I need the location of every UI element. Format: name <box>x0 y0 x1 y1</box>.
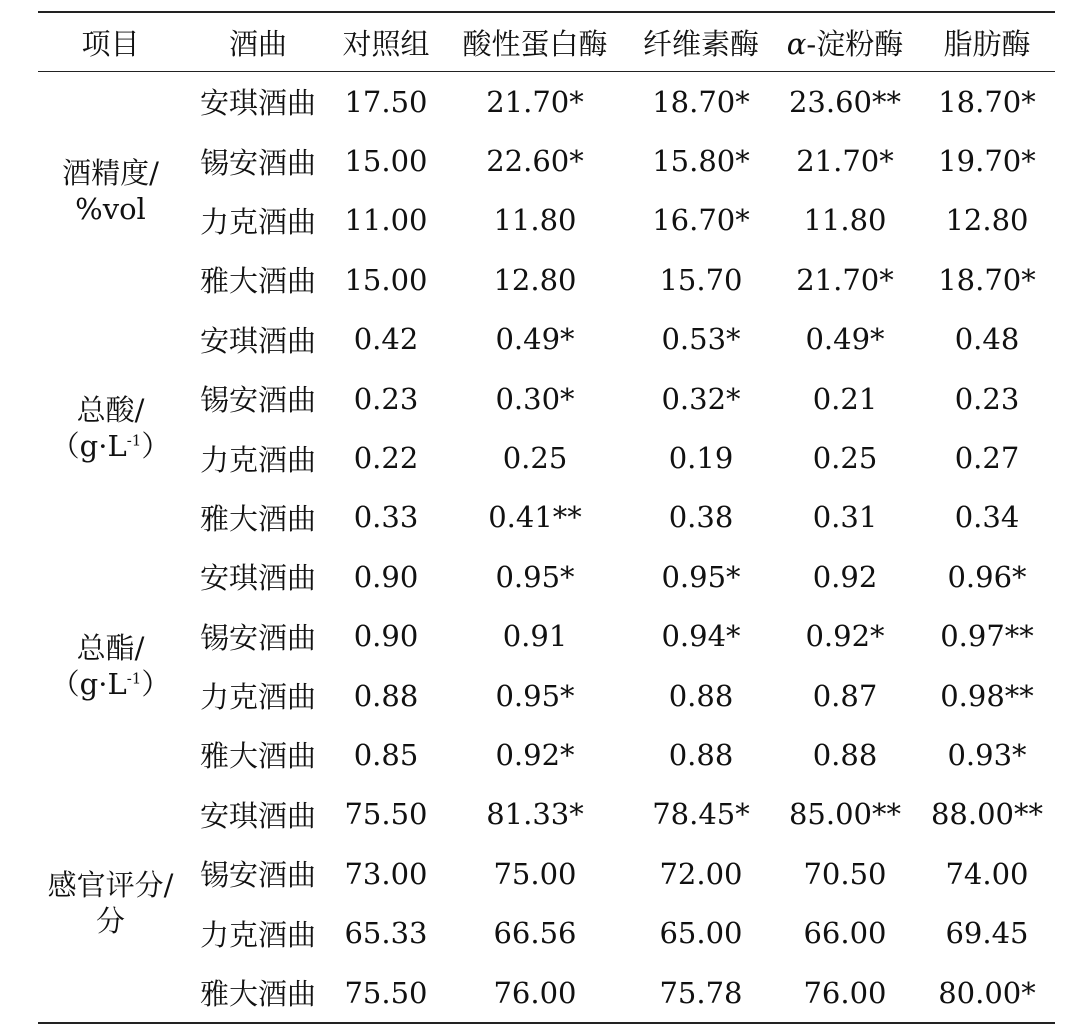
group-label-unit: %vol <box>75 191 146 226</box>
value-cell: 15.80* <box>652 144 750 179</box>
yeast-name-cell: 安琪酒曲 <box>199 798 316 833</box>
group-label-line1: 总酸/ <box>76 393 145 428</box>
value-cell: 0.41** <box>488 500 582 535</box>
value-cell: 78.45* <box>652 797 750 832</box>
value-cell: 0.34 <box>954 500 1020 535</box>
table-row <box>38 963 1055 1023</box>
value-cell: 76.00 <box>493 975 577 1010</box>
value-cell: 11.80 <box>493 203 577 238</box>
yeast-name-cell: 安琪酒曲 <box>199 323 316 358</box>
table-row <box>38 607 1055 666</box>
value-cell: 0.97** <box>940 619 1034 654</box>
value-cell: 0.21 <box>812 381 878 416</box>
value-cell: 0.95* <box>495 559 575 594</box>
value-cell: 0.98** <box>940 678 1034 713</box>
header-cell-amylase-text: -淀粉酶 <box>806 26 904 61</box>
data-table-container <box>38 11 1055 1024</box>
value-cell: 66.56 <box>493 916 577 951</box>
value-cell: 75.50 <box>344 975 428 1010</box>
yeast-name-cell: 锡安酒曲 <box>199 858 316 893</box>
group-label <box>38 310 183 548</box>
value-cell: 0.88 <box>812 737 878 772</box>
yeast-name-cell: 雅大酒曲 <box>199 501 316 536</box>
group-label-close-paren: ） <box>141 666 171 701</box>
group-label-line1: 感官评分/ <box>47 868 174 903</box>
value-cell: 0.49* <box>805 322 885 357</box>
value-cell: 15.00 <box>344 262 428 297</box>
value-cell: 0.30* <box>495 381 575 416</box>
table-row <box>38 72 1055 132</box>
value-cell: 17.50 <box>344 84 428 119</box>
value-cell: 21.70* <box>486 84 584 119</box>
value-cell: 0.95* <box>661 559 741 594</box>
value-cell: 21.70* <box>796 144 894 179</box>
value-cell: 65.00 <box>659 916 743 951</box>
value-cell: 0.88 <box>668 678 734 713</box>
table-row <box>38 725 1055 784</box>
table-row <box>38 547 1055 606</box>
table-row <box>38 428 1055 487</box>
value-cell: 72.00 <box>659 856 743 891</box>
group-label <box>38 72 183 310</box>
value-cell: 0.42 <box>353 322 419 357</box>
yeast-name-cell: 力克酒曲 <box>199 680 316 715</box>
value-cell: 22.60* <box>486 144 584 179</box>
group-label-line2 <box>38 428 183 464</box>
table-row <box>38 666 1055 725</box>
value-cell: 0.27 <box>954 441 1020 476</box>
value-cell: 0.90 <box>353 559 419 594</box>
value-cell: 18.70* <box>938 262 1036 297</box>
value-cell: 0.95* <box>495 678 575 713</box>
yeast-name-cell: 锡安酒曲 <box>199 145 316 180</box>
table-body <box>38 72 1055 1024</box>
yeast-name-cell: 力克酒曲 <box>199 204 316 239</box>
value-cell: 66.00 <box>803 916 887 951</box>
value-cell: 0.93* <box>947 737 1027 772</box>
table-row <box>38 785 1055 844</box>
value-cell: 88.00** <box>930 797 1044 832</box>
value-cell: 0.96* <box>947 559 1027 594</box>
value-cell: 0.90 <box>353 619 419 654</box>
value-cell: 15.00 <box>344 144 428 179</box>
value-cell: 19.70* <box>938 144 1036 179</box>
table-row <box>38 903 1055 962</box>
value-cell: 0.25 <box>502 441 568 476</box>
value-cell: 11.00 <box>344 203 428 238</box>
yeast-name-cell: 锡安酒曲 <box>199 383 316 418</box>
value-cell: 0.92 <box>812 559 878 594</box>
group-label-unit: （g·L <box>50 429 127 464</box>
yeast-name-cell: 力克酒曲 <box>199 917 316 952</box>
value-cell: 21.70* <box>796 262 894 297</box>
value-cell: 0.19 <box>668 441 734 476</box>
value-cell: 11.80 <box>803 203 887 238</box>
group-label <box>38 547 183 785</box>
value-cell: 81.33* <box>486 797 584 832</box>
table-row <box>38 310 1055 369</box>
value-cell: 73.00 <box>344 856 428 891</box>
value-cell: 0.32* <box>661 381 741 416</box>
value-cell: 85.00** <box>788 797 902 832</box>
group-label <box>38 785 183 1024</box>
value-cell: 75.00 <box>493 856 577 891</box>
value-cell: 0.23 <box>353 381 419 416</box>
alpha-prefix: α <box>786 26 807 61</box>
value-cell: 74.00 <box>945 856 1029 891</box>
value-cell: 0.31 <box>812 500 878 535</box>
value-cell: 12.80 <box>493 262 577 297</box>
table-row <box>38 131 1055 190</box>
value-cell: 0.25 <box>812 441 878 476</box>
group-label-superscript: -1 <box>126 431 142 450</box>
group-label-line1: 总酯/ <box>76 630 145 665</box>
group-label-unit: 分 <box>95 904 125 939</box>
value-cell: 12.80 <box>945 203 1029 238</box>
header-cell-amylase <box>771 12 919 72</box>
value-cell: 65.33 <box>344 916 428 951</box>
yeast-name-cell: 雅大酒曲 <box>199 264 316 299</box>
value-cell: 0.22 <box>353 441 419 476</box>
value-cell: 0.88 <box>353 678 419 713</box>
yeast-name-cell: 雅大酒曲 <box>199 977 316 1012</box>
data-table <box>38 11 1055 1024</box>
value-cell: 0.92* <box>805 619 885 654</box>
group-label-close-paren: ） <box>141 429 171 464</box>
value-cell: 70.50 <box>803 856 887 891</box>
table-row <box>38 844 1055 903</box>
value-cell: 0.91 <box>502 619 568 654</box>
value-cell: 18.70* <box>652 84 750 119</box>
header-row <box>38 12 1055 72</box>
header-cell: 纤维素酶 <box>642 26 759 61</box>
group-label-line2 <box>38 903 183 939</box>
table-row <box>38 369 1055 428</box>
yeast-name-cell: 安琪酒曲 <box>199 561 316 596</box>
value-cell: 18.70* <box>938 84 1036 119</box>
header-cell: 对照组 <box>342 26 430 61</box>
value-cell: 76.00 <box>803 975 887 1010</box>
value-cell: 0.92* <box>495 737 575 772</box>
value-cell: 16.70* <box>652 203 750 238</box>
group-label-unit: （g·L <box>50 666 127 701</box>
value-cell: 0.38 <box>668 500 734 535</box>
value-cell: 0.94* <box>661 619 741 654</box>
value-cell: 0.87 <box>812 678 878 713</box>
value-cell: 0.49* <box>495 322 575 357</box>
value-cell: 0.53* <box>661 322 741 357</box>
yeast-name-cell: 锡安酒曲 <box>199 620 316 655</box>
yeast-name-cell: 雅大酒曲 <box>199 739 316 774</box>
header-cell: 酒曲 <box>228 26 287 61</box>
value-cell: 0.48 <box>954 322 1020 357</box>
table-row <box>38 191 1055 250</box>
group-label-superscript: -1 <box>126 669 142 688</box>
value-cell: 75.50 <box>344 797 428 832</box>
value-cell: 80.00* <box>938 975 1036 1010</box>
value-cell: 0.88 <box>668 737 734 772</box>
value-cell: 0.85 <box>353 737 419 772</box>
header-cell: 项目 <box>81 26 140 61</box>
value-cell: 15.70 <box>659 262 743 297</box>
value-cell: 0.33 <box>353 500 419 535</box>
group-label-line2 <box>38 191 183 227</box>
header-cell: 酸性蛋白酶 <box>462 26 608 61</box>
yeast-name-cell: 力克酒曲 <box>199 442 316 477</box>
value-cell: 0.23 <box>954 381 1020 416</box>
value-cell: 69.45 <box>945 916 1029 951</box>
header-cell: 脂肪酶 <box>943 26 1031 61</box>
group-label-line1: 酒精度/ <box>62 155 159 190</box>
yeast-name-cell: 安琪酒曲 <box>199 86 316 121</box>
table-row <box>38 250 1055 309</box>
value-cell: 75.78 <box>659 975 743 1010</box>
value-cell: 23.60** <box>788 84 902 119</box>
table-row <box>38 488 1055 547</box>
group-label-line2 <box>38 666 183 702</box>
